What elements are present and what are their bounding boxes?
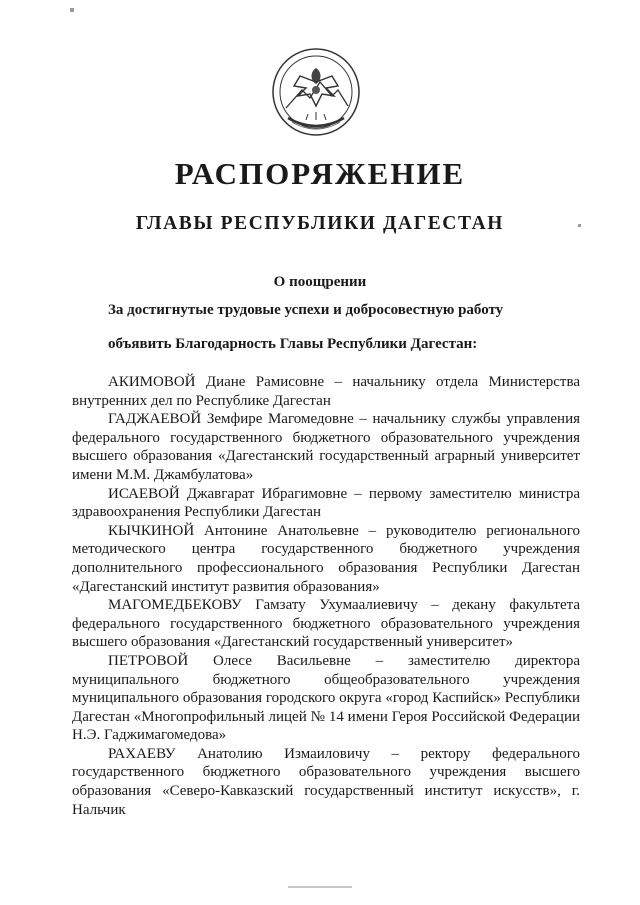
document-title: РАСПОРЯЖЕНИЕ	[174, 156, 466, 191]
recipient-entry	[72, 485, 580, 522]
document-subtitle: ГЛАВЫ РЕСПУБЛИКИ ДАГЕСТАН	[135, 213, 505, 234]
recipient-surname: АКИМОВОЙ	[108, 374, 196, 390]
recipient-entry	[72, 652, 580, 745]
coat-of-arms-icon	[270, 46, 362, 138]
recipient-details: Диане Рамисовне – начальнику отдела Министерства внутренних дел по Республике Дагестан	[72, 374, 581, 409]
recipient-entry	[72, 522, 580, 596]
recipients-list	[72, 373, 580, 819]
recipient-entry	[72, 596, 580, 652]
lead-line-2: объявить Благодарность Главы Республики Дагестан:	[108, 336, 478, 352]
recipient-entry	[72, 373, 580, 410]
recipient-surname: ИСАЕВОЙ	[108, 485, 180, 502]
recipient-details: Анатолию Измаиловичу – ректору федерального государственного бюджетного образовательного учреждения высшего образования «Северо-Кавказский государственный институт искусств», г. Нальчик	[72, 745, 580, 818]
recipient-details: Гамзату Ухумаалиевичу – декану факультета федерального государственного бюджетного образовательного учреждения высшего образования «Дагестанский государственный университет»	[72, 597, 581, 651]
recipient-entry	[72, 745, 580, 819]
scan-mark	[70, 8, 74, 12]
lead-line-1: За достигнутые трудовые успехи и добросовестную работу	[108, 302, 504, 318]
scan-mark	[288, 886, 352, 888]
scan-mark	[578, 224, 581, 227]
recipient-surname: ПЕТРОВОЙ	[108, 652, 189, 669]
document-topic: О поощрении	[273, 274, 367, 290]
recipient-details: Джавгарат Ибрагимовне – первому заместителю министра здравоохранения Республики Дагестан	[72, 485, 580, 521]
recipient-entry	[72, 410, 580, 484]
recipient-details: Земфире Магомедовне – начальнику службы управления федерального государственного бюджетного образовательного учреждения высшего образования «Дагестанский государственный аграрный университет имени М.М. Джамбулатова»	[72, 411, 581, 483]
recipient-surname: ГАДЖАЕВОЙ	[108, 411, 202, 428]
recipient-details: Олесе Васильевне – заместителю директора муниципального бюджетного общеобразовательного учреждения муниципального образования городского округа «город Каспийск» Республики Дагестан «Многопрофильный лицей № 14 имени Героя Российской Федерации Н.Э. Гаджимагомедова»	[72, 652, 581, 744]
recipient-surname: МАГОМЕДБЕКОВУ	[108, 597, 242, 614]
recipient-details: Антонине Анатольевне – руководителю регионального методического центра государственного бюджетного учреждения дополнительного профессионального образования Республики Дагестан «Дагестанский институт развития образования»	[72, 522, 580, 595]
recipient-surname: КЫЧКИНОЙ	[108, 522, 195, 539]
recipient-surname: РАХАЕВУ	[108, 745, 176, 762]
